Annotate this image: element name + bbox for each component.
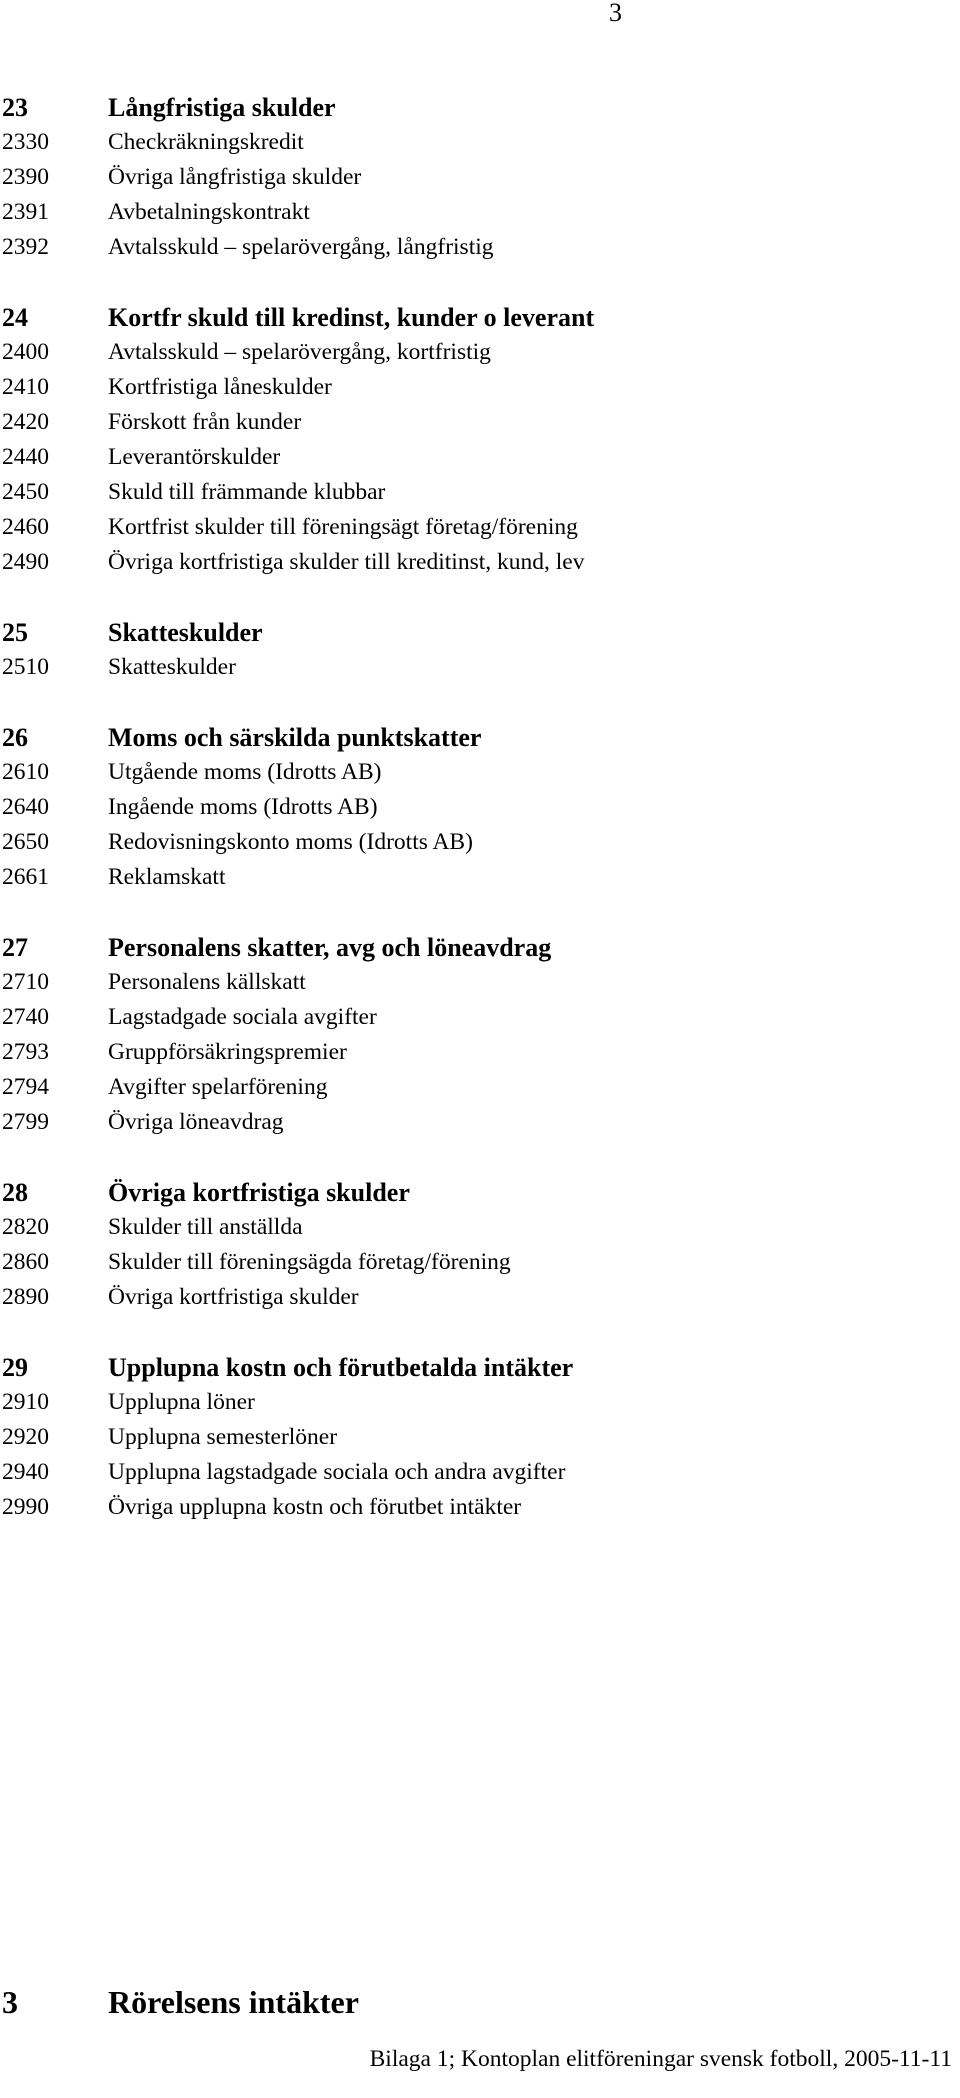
group-heading [2, 720, 952, 755]
account-name: Ingående moms (Idrotts AB) [108, 794, 378, 820]
group-code: 25 [2, 617, 28, 647]
account-name: Gruppförsäkringspremier [108, 1039, 347, 1065]
account-row [2, 825, 952, 860]
account-name: Skuld till främmande klubbar [108, 479, 386, 505]
account-row [2, 1385, 952, 1420]
account-row [2, 125, 952, 160]
account-name: Avbetalningskontrakt [108, 199, 310, 225]
account-code: 2820 [2, 1214, 49, 1240]
account-name: Skatteskulder [108, 654, 236, 680]
group-heading [2, 930, 952, 965]
account-code: 2400 [2, 339, 49, 365]
group-code: 23 [2, 92, 28, 122]
group-heading [2, 300, 952, 335]
account-name: Kortfristiga låneskulder [108, 374, 332, 400]
account-name: Reklamskatt [108, 864, 226, 890]
account-row [2, 860, 952, 895]
group-code: 26 [2, 722, 28, 752]
account-code: 2794 [2, 1074, 49, 1100]
account-row [2, 1105, 952, 1140]
account-row [2, 1490, 952, 1525]
account-code: 2330 [2, 129, 49, 155]
group-heading [2, 1350, 952, 1385]
account-code: 2390 [2, 164, 49, 190]
account-group [2, 1350, 952, 1525]
account-row [2, 1280, 952, 1315]
account-name: Redovisningskonto moms (Idrotts AB) [108, 829, 473, 855]
group-title: Skatteskulder [108, 617, 263, 647]
account-code: 2650 [2, 829, 49, 855]
account-row [2, 1000, 952, 1035]
account-code: 2890 [2, 1284, 49, 1310]
group-heading [2, 90, 952, 125]
account-code: 2490 [2, 549, 49, 575]
account-row [2, 545, 952, 580]
account-code: 2450 [2, 479, 49, 505]
account-row [2, 440, 952, 475]
account-row [2, 790, 952, 825]
group-title: Kortfr skuld till kredinst, kunder o leverant [108, 302, 595, 332]
account-name: Leverantörskulder [108, 444, 281, 470]
account-row [2, 1245, 952, 1280]
group-code: 28 [2, 1177, 28, 1207]
chapter-heading [2, 1984, 359, 2021]
chapter-title: Rörelsens intäkter [108, 1984, 359, 2020]
account-row [2, 1070, 952, 1105]
account-name: Upplupna löner [108, 1389, 255, 1415]
account-name: Övriga upplupna kostn och förutbet intäkter [108, 1494, 522, 1520]
account-name: Avtalsskuld – spelarövergång, långfristig [108, 234, 494, 260]
group-code: 27 [2, 932, 28, 962]
account-code: 2860 [2, 1249, 49, 1275]
group-title: Långfristiga skulder [108, 92, 336, 122]
page-number: 3 [609, 0, 622, 27]
account-name: Skulder till föreningsägda företag/förening [108, 1249, 511, 1275]
account-code: 2610 [2, 759, 49, 785]
group-title: Moms och särskilda punktskatter [108, 722, 482, 752]
account-code: 2793 [2, 1039, 49, 1065]
account-row [2, 1455, 952, 1490]
account-name: Övriga kortfristiga skulder till kreditinst, kund, lev [108, 549, 585, 575]
account-group [2, 300, 952, 580]
group-title: Upplupna kostn och förutbetalda intäkter [108, 1352, 574, 1382]
group-heading [2, 615, 952, 650]
account-row [2, 650, 952, 685]
account-group [2, 90, 952, 265]
group-code: 29 [2, 1352, 28, 1382]
page-footer: Bilaga 1; Kontoplan elitföreningar svensk fotboll, 2005-11-11 [369, 2046, 952, 2072]
account-group [2, 615, 952, 685]
account-row [2, 475, 952, 510]
account-row [2, 160, 952, 195]
account-name: Kortfrist skulder till föreningsägt företag/förening [108, 514, 578, 540]
account-name: Avgifter spelarförening [108, 1074, 328, 1100]
account-name: Skulder till anställda [108, 1214, 303, 1240]
account-name: Övriga långfristiga skulder [108, 164, 362, 190]
account-name: Personalens källskatt [108, 969, 306, 995]
account-code: 2510 [2, 654, 49, 680]
account-code: 2710 [2, 969, 49, 995]
account-row [2, 195, 952, 230]
account-row [2, 510, 952, 545]
account-row [2, 1210, 952, 1245]
account-row [2, 335, 952, 370]
group-title: Övriga kortfristiga skulder [108, 1177, 410, 1207]
account-code: 2410 [2, 374, 49, 400]
group-code: 24 [2, 302, 28, 332]
account-code: 2391 [2, 199, 49, 225]
account-code: 2990 [2, 1494, 49, 1520]
group-heading [2, 1175, 952, 1210]
account-name: Upplupna lagstadgade sociala och andra avgifter [108, 1459, 566, 1485]
account-row [2, 230, 952, 265]
account-list [2, 90, 952, 1560]
account-name: Upplupna semesterlöner [108, 1424, 338, 1450]
account-code: 2420 [2, 409, 49, 435]
account-row [2, 755, 952, 790]
account-name: Övriga kortfristiga skulder [108, 1284, 359, 1310]
account-code: 2920 [2, 1424, 49, 1450]
account-code: 2392 [2, 234, 49, 260]
account-name: Övriga löneavdrag [108, 1109, 284, 1135]
account-row [2, 370, 952, 405]
account-code: 2740 [2, 1004, 49, 1030]
account-row [2, 405, 952, 440]
account-code: 2460 [2, 514, 49, 540]
account-name: Lagstadgade sociala avgifter [108, 1004, 377, 1030]
account-code: 2440 [2, 444, 49, 470]
account-code: 2940 [2, 1459, 49, 1485]
account-row [2, 1035, 952, 1070]
account-group [2, 930, 952, 1140]
group-title: Personalens skatter, avg och löneavdrag [108, 932, 552, 962]
account-group [2, 720, 952, 895]
account-group [2, 1175, 952, 1315]
account-code: 2799 [2, 1109, 49, 1135]
account-name: Förskott från kunder [108, 409, 302, 435]
account-name: Checkräkningskredit [108, 129, 304, 155]
account-code: 2640 [2, 794, 49, 820]
account-row [2, 1420, 952, 1455]
account-row [2, 965, 952, 1000]
chapter-code: 3 [2, 1984, 18, 2020]
account-code: 2661 [2, 864, 49, 890]
account-name: Utgående moms (Idrotts AB) [108, 759, 382, 785]
account-code: 2910 [2, 1389, 49, 1415]
account-name: Avtalsskuld – spelarövergång, kortfristig [108, 339, 491, 365]
